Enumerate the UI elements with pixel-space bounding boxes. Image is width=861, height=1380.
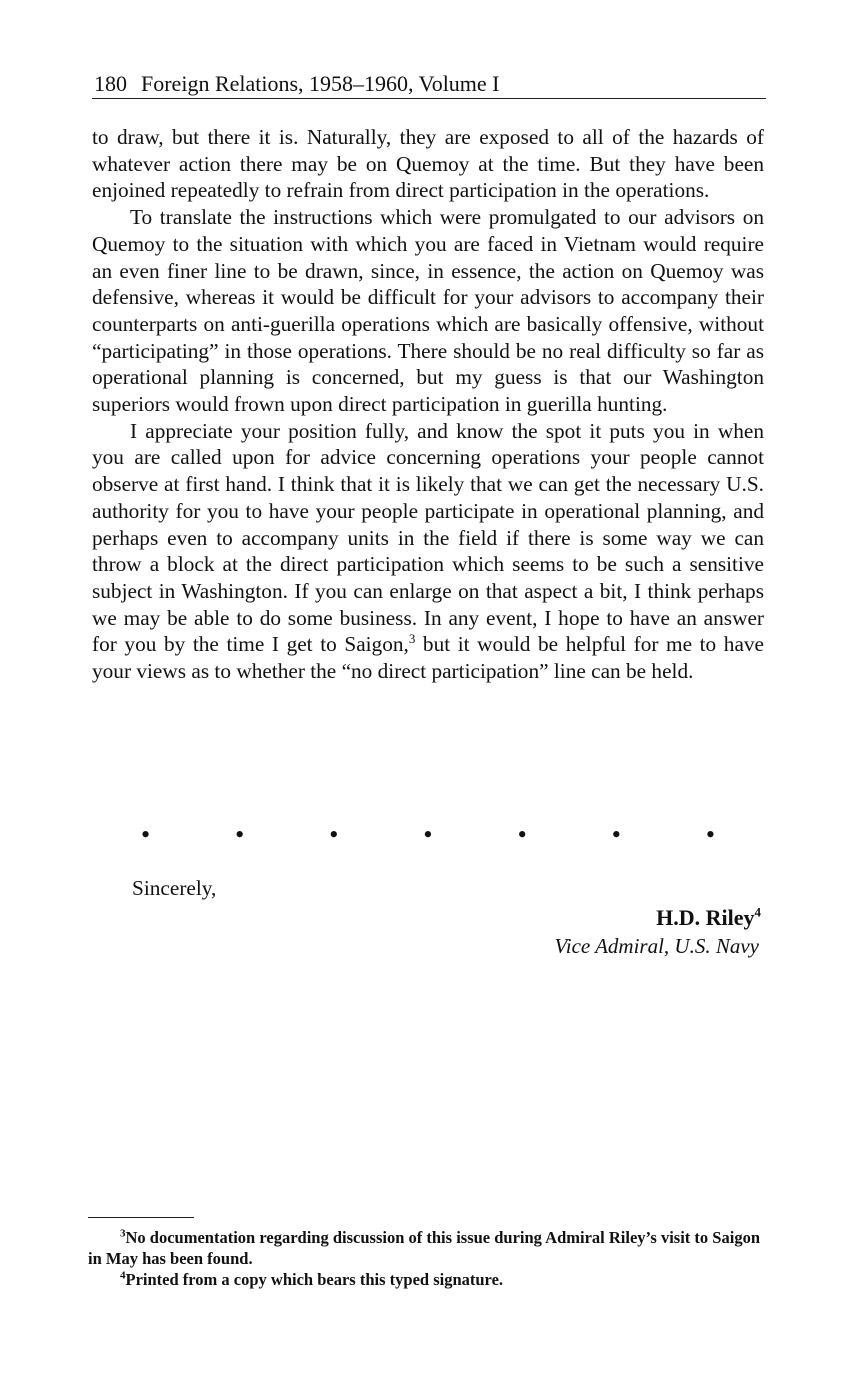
ellipsis-dot: •	[611, 820, 621, 849]
footnote-3	[88, 1227, 760, 1269]
signer-title: Vice Admiral, U.S. Navy	[554, 934, 759, 958]
ellipsis-dot: •	[235, 820, 245, 849]
footnote-text: No documentation regarding discussion of this issue during Admiral Riley’s visit to Saigon in May has been found.	[88, 1228, 760, 1268]
signer-name: H.D. Riley	[656, 905, 755, 930]
paragraph-text-after-note: but it would be helpful for me to have your views as to whether the “no direct participation” line can be held.	[92, 632, 764, 684]
signature-block	[656, 904, 761, 932]
paragraph-continuation: to draw, but there it is. Naturally, they are exposed to all of the hazards of whatever action there may be on Quemoy at the time. But they have been enjoined repeatedly to refrain from direct participation in the operations.	[92, 125, 764, 203]
running-header	[94, 70, 766, 98]
footnote-rule	[88, 1217, 194, 1218]
ellipsis-dot: •	[140, 820, 151, 849]
ellipsis-dot: •	[423, 820, 433, 849]
footnote-4	[88, 1269, 760, 1290]
header-rule	[92, 98, 766, 99]
paragraph-text-before-note: I appreciate your position fully, and know the spot it puts you in when you are called upon for advice concerning operations your people cannot observe at first hand. I think that it is likely that we can get the necessary U.S. authority for you to have your people participate in operational planning, and perhaps even to accompany units in the field if there is some way we can throw a block at the direct participation which seems to be such a sensitive subject in Washington. If you can enlarge on that aspect a bit, I think perhaps we may be able to do some business. In any event, I hope to have an answer for you by the time I get to Saigon,	[92, 418, 764, 657]
paragraph-quemoy-instructions: To translate the instructions which were promulgated to our advisors on Quemoy to the situation with which you are faced in Vietnam would require an even finer line to be drawn, since, in essence, the action on Quemoy was defensive, whereas it would be difficult for your advisors to accompany their counterparts on anti-guerilla operations which are basically offensive, without “participating” in those operations. There should be no real difficulty so far as operational planning is concerned, but my guess is that our Washington superiors would frown upon direct participation in guerilla hunting.	[92, 205, 764, 417]
paragraph-position	[92, 418, 764, 685]
omission-ellipsis	[118, 822, 738, 848]
footnote-text: Printed from a copy which bears this typed signature.	[125, 1270, 504, 1289]
volume-title: Foreign Relations, 1958–1960, Volume I	[141, 71, 500, 96]
letter-body	[92, 124, 764, 685]
footnote-number: 4	[120, 1269, 126, 1282]
ellipsis-dot: •	[517, 820, 527, 849]
salutation: Sincerely,	[132, 876, 217, 900]
footnote-ref-3[interactable]: 3	[408, 631, 416, 647]
footnote-ref-4[interactable]: 4	[754, 904, 761, 920]
footnotes	[88, 1227, 760, 1290]
footnote-number: 3	[120, 1227, 126, 1240]
ellipsis-dot: •	[705, 820, 715, 849]
ellipsis-dot: •	[329, 820, 339, 849]
page-number: 180	[94, 71, 127, 96]
